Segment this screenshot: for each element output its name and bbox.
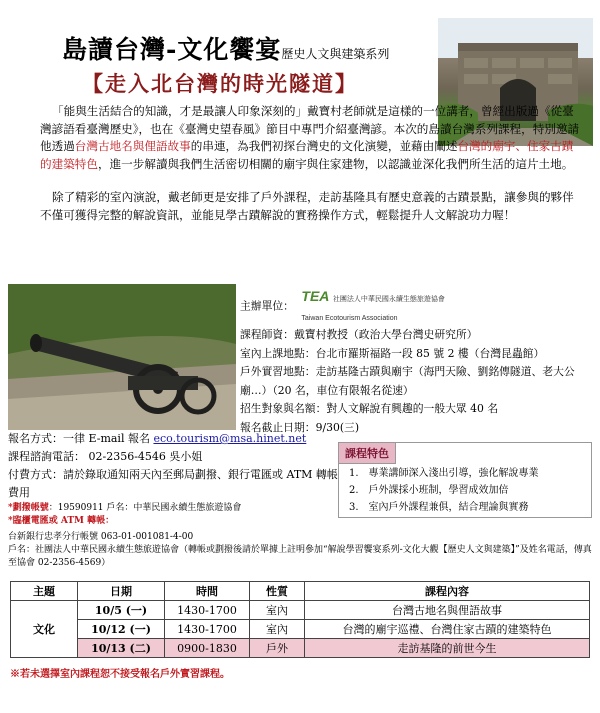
page-subtitle: 【走入北台灣的時光隧道】: [82, 71, 358, 96]
course-features-box: [338, 442, 592, 518]
col-content: 課程內容: [305, 582, 590, 601]
teacher-row: 課程師資：戴寶村教授（政治大學台灣史研究所）: [240, 328, 478, 341]
feature-item: 1. 專業講師深入淺出引導，強化解說專業: [349, 468, 539, 479]
title-suffix: 歷史人文與建築系列: [281, 47, 390, 61]
tea-logo: TEA 社團法人中華民國永續生態旅遊協會 Taiwan Ecotourism Association: [301, 288, 445, 322]
col-theme: 主題: [11, 582, 78, 601]
indoor-venue-row: 室內上課地點：台北市羅斯福路一段 85 號 2 樓（台灣昆蟲館）: [240, 346, 545, 360]
audience-row: 招生對象與名額：對人文解說有興趣的一般大眾 40 名: [240, 402, 499, 415]
deadline-row: 報名截止日期：9/30(三): [240, 420, 360, 434]
registration-info: [8, 430, 338, 528]
intro-paragraph-2: 除了精彩的室內演說，戴老師更是安排了戶外課程，走訪基隆具有歷史意義的古蹟景點，讓參與的夥伴不僅可獲得完整的解說資訊，並能見學古蹟解說的實務操作方式，輕鬆提升人文解說功力喔！: [40, 190, 574, 222]
organizer-row: 主辦單位： TEA 社團法人中華民國永續生態旅遊協會 Taiwan Ecotourism Association: [240, 287, 590, 326]
feature-item: 2. 戶外課採小班制，學習成效加倍: [349, 485, 509, 496]
bank-info: 台新銀行忠孝分行帳號 063-01-001081-4-00 戶名：社團法人中華民國永續生態旅遊協會（轉帳或劃撥後請於單據上註明參加“解說學習饗宴系列-文化大觀【歷史人文與建築】”及姓名電話，傳真至協會 02-2356-4569）: [8, 532, 592, 568]
highlight-architecture: 台灣的廟宇、住家古蹟的建築特色: [40, 139, 574, 171]
payment-info: 付費方式：請於錄取通知兩天內至郵局劃撥、銀行電匯或 ATM 轉帳費用: [8, 468, 338, 499]
table-header-row: [11, 582, 590, 601]
registration-method: 報名方式：一律 E-mail 報名 eco.tourism@msa.hinet.net: [8, 432, 307, 445]
table-row: 文化 10/5 (一) 1430-1700 室內 台灣古地名與俚語故事: [11, 601, 590, 620]
theme-cell: 文化: [11, 601, 78, 658]
page-title: [62, 30, 389, 66]
table-row: 10/12 (一) 1430-1700 室內 台灣的廟宇巡禮、台灣住家古蹟的建築特色: [11, 620, 590, 639]
footnote: ※若未選擇室內課程恕不接受報名戶外實習課程。: [10, 669, 230, 680]
col-type: 性質: [250, 582, 305, 601]
highlight-place-names: 台灣古地名與俚語故事: [74, 139, 191, 153]
course-features-title: 課程特色: [338, 442, 396, 464]
wire-transfer-label: *臨櫃電匯或 ATM 轉帳：: [8, 516, 115, 526]
course-details: [240, 287, 590, 437]
cannon-photo: [8, 284, 236, 430]
col-time: 時間: [165, 582, 250, 601]
tea-logo-mark: TEA: [301, 288, 330, 304]
outdoor-site-row: 戶外實習地點：走訪基隆古蹟與廟宇（海門天險、劉銘傳隧道、老大公廟…）（20 名，車位有限報名從速）: [240, 365, 575, 397]
course-features-list: [349, 465, 589, 516]
table-row: 10/13 (二) 0900-1830 戶外 走訪基隆的前世今生: [11, 639, 590, 658]
title-text: 島讀台灣-文化饗宴: [62, 35, 282, 64]
feature-item: 3. 室內戶外課程兼俱，結合理論與實務: [349, 502, 529, 513]
col-date: 日期: [78, 582, 165, 601]
intro-paragraph-1: 「能與生活結合的知識，才是最讓人印象深刻的」戴寶村老師就是這樣的一位講者，曾經出版過《從臺灣諺語看臺灣歷史》，也在《臺灣史望春風》節目中專門介紹臺灣諺。本次的島讀台灣系列課程，特別邀請他透過台灣古地名與俚語故事的串連，為我們初探台灣史的文化演變，並藉由闡述台灣的廟宇、住家古蹟的建築特色，進一步解讀與我們生活密切相關的廟宇與住家建物，以認識並深化我們所生活的這片土地。: [40, 104, 580, 171]
email-link[interactable]: eco.tourism@msa.hinet.net: [153, 432, 307, 445]
phone-info: 課程諮詢電話： 02-2356-4546 吳小姐: [8, 450, 203, 463]
postal-transfer: *劃撥帳號：19590911 戶名：中華民國永續生態旅遊協會: [8, 503, 242, 513]
schedule-table: [10, 581, 590, 658]
